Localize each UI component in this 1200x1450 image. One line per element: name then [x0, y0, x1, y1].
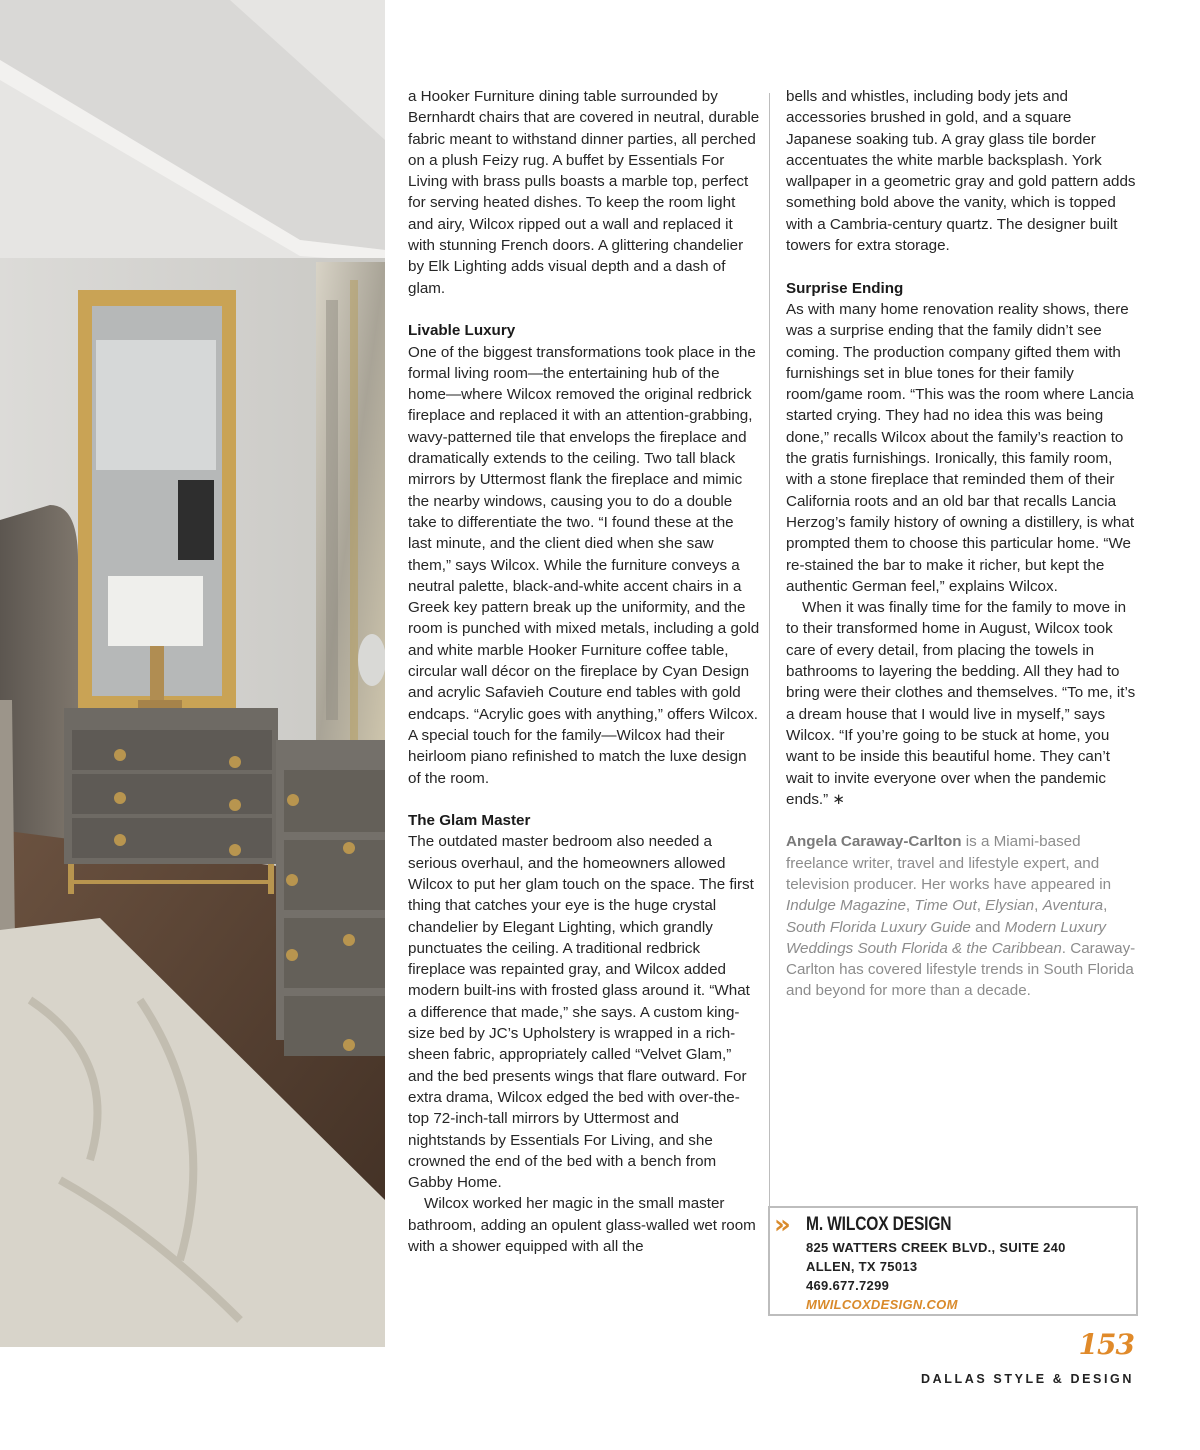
- page-number: 153: [1078, 1328, 1134, 1361]
- publication-name: South Florida Luxury Guide: [786, 918, 971, 936]
- section-heading-glam-master: The Glam Master: [408, 812, 531, 830]
- bedroom-photo: [0, 0, 385, 1347]
- body-paragraph: When it was finally time for the family to move in to their transformed home in August, Wilcox took care of every detail, from placing the towels in bathrooms to layering the bedding. All they had to bring were their clothes and themselves. “To me, it’s a dream house that I would live in myself,” says Wilcox. “If you’re going to be stuck at home, you want to be inside this beautiful home. They can’t wait to invite everyone over when the pandemic ends.” ∗: [786, 599, 1136, 808]
- body-paragraph: Wilcox worked her magic in the small master bathroom, adding an opulent glass-walled wet room with a shower equipped with all the: [408, 1195, 756, 1256]
- bio-text: is a Miami-based freelance writer, travel and lifestyle expert, and television producer. Her works have appeared in: [786, 833, 1112, 893]
- magazine-name: DALLAS STYLE & DESIGN: [921, 1372, 1134, 1386]
- body-paragraph: As with many home renovation reality shows, there was a surprise ending that the family didn’t see coming. The production company gifted them with furnishings set in blue tones for their family room/game room. “This was the room where Lancia started crying. They had no idea this was being done,” recalls Wilcox about the family’s reaction to the gratis furnishings. Ironically, this family room, with a stone fireplace that reminded them of their California roots and an old bar that recalls Lancia Herzog’s family history of owning a distillery, is what prompted them to choose this particular home. “We re-stained the bar to make it richer, but kept the authentic German feel,” explains Wilcox.: [786, 300, 1135, 595]
- bio-separator: ,: [1103, 897, 1108, 915]
- publication-name: Elysian: [985, 897, 1035, 915]
- author-bio: [786, 831, 1138, 1001]
- author-name: Angela Caraway-Carlton: [786, 833, 962, 851]
- bio-separator: ,: [905, 897, 915, 915]
- body-paragraph: The outdated master bedroom also needed a serious overhaul, and the homeowners allowed Wilcox to put her glam touch on the space. The first thing that catches your eye is the huge crystal chandelier by Elegant Lighting, which grandly punctuates the ceiling. A traditional redbrick fireplace was repainted gray, and Wilcox added modern built-ins with frosted glass around it. “What a difference that made,” she says. A custom king-size bed by JC’s Upholstery is wrapped in a rich-sheen fabric, appropriately called “Velvet Glam,” and the bed presents wings that flare outward. For extra drama, Wilcox edged the bed with over-the-top 72-inch-tall mirrors by Uttermost and nightstands by Essentials For Living, and she crowned the end of the bed with a bench from Gabby Home.: [408, 833, 754, 1192]
- body-paragraph: a Hooker Furniture dining table surrounded by Bernhardt chairs that are covered in neutral, durable fabric meant to withstand dinner parties, all perched on a plush Feizy rug. A buffet by Essentials For Living with brass pulls boasts a marble top, perfect for serving heated dishes. To keep the room light and airy, Wilcox ripped out a wall and replaced it with stunning French doors. A glittering chandelier by Elk Lighting adds visual depth and a dash of glam.: [408, 88, 760, 297]
- body-paragraph: One of the biggest transformations took place in the formal living room—the entertaining hub of the home—where Wilcox removed the original redbrick fireplace and replaced it with an attention-grabbing, wavy-patterned tile that envelops the fireplace and dramatically extends to the ceiling. Two tall black mirrors by Uttermost flank the fireplace and mimic the nearby windows, causing you to do a double take to differentiate the two. “I found these at the last minute, and the client died when she saw them,” says Wilcox. While the furniture conveys a neutral palette, black-and-white accent chairs in a Greek key pattern break up the uniformity, and the room is punched with mixed metals, including a gold and white marble Hooker Furniture coffee table, circular wall décor on the fireplace by Cyan Design and acrylic Safavieh Couture end tables with gold endcaps. “Acrylic goes with anything,” offers Wilcox. A special touch for the family—Wilcox had their heirloom piano refinished to match the luxe design of the room.: [408, 343, 760, 787]
- website-link[interactable]: MWILCOXDESIGN.COM: [806, 1297, 958, 1312]
- section-heading-livable-luxury: Livable Luxury: [408, 322, 516, 340]
- publication-name: Aventura: [1042, 897, 1104, 915]
- bio-separator: and: [970, 918, 1005, 936]
- publication-name: Indulge Magazine: [786, 897, 906, 915]
- publication-name: Time Out: [914, 897, 977, 915]
- publication-name: Modern Luxury Weddings South Florida & the Caribbean: [786, 918, 1106, 957]
- designer-name: M. WILCOX DESIGN: [806, 1214, 952, 1235]
- article-column-2: [786, 86, 1138, 1002]
- body-paragraph: bells and whistles, including body jets and accessories brushed in gold, and a square Japanese soaking tub. A gray glass tile border accentuates the white marble backsplash. York wallpaper in a geometric gray and gold pattern adds something bold above the vanity, which is topped with a Cambria-century quartz. The designer built towers for extra storage.: [786, 88, 1136, 255]
- bio-separator: ,: [976, 897, 986, 915]
- phone-number: 469.677.7299: [806, 1278, 890, 1293]
- chevron-icon: »: [774, 1210, 787, 1240]
- designer-info-box: [768, 1206, 1138, 1316]
- article-column-1: [408, 86, 760, 1257]
- bio-text: . Caraway-Carlton has covered lifestyle trends in South Florida and beyond for more than a decade.: [786, 939, 1136, 1000]
- address-line-2: ALLEN, TX 75013: [806, 1259, 918, 1274]
- column-divider: [769, 93, 770, 1311]
- bio-separator: ,: [1034, 897, 1043, 915]
- address-line-1: 825 WATTERS CREEK BLVD., SUITE 240: [806, 1240, 1066, 1255]
- section-heading-surprise-ending: Surprise Ending: [786, 279, 904, 297]
